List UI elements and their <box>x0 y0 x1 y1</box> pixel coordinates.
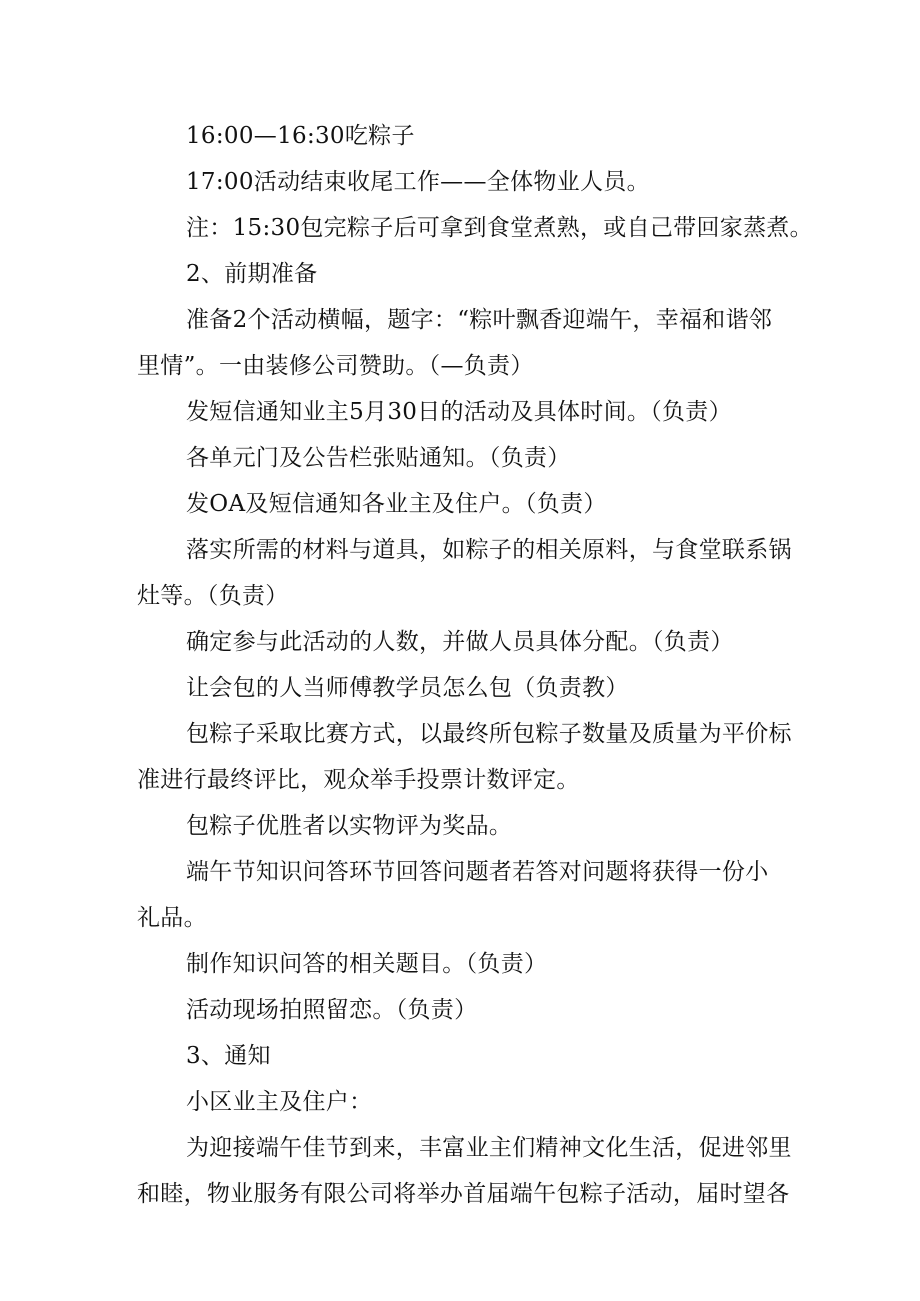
text-line: 注：15:30包完粽子后可拿到食堂煮熟，或自己带回家蒸煮。 <box>186 215 813 241</box>
text-line: 让会包的人当师傅教学员怎么包（负责教） <box>186 675 629 701</box>
text-line: 里情”。一由装修公司赞助。（—负责） <box>137 353 534 379</box>
text-line: 端午节知识问答环节回答问题者若答对问题将获得一份小 <box>186 859 769 885</box>
text-line: 16:00—16:30吃粽子 <box>186 123 415 149</box>
text-line: 准进行最终评比，观众举手投票计数评定。 <box>137 767 580 793</box>
text-line: 制作知识问答的相关题目。（负责） <box>186 951 548 977</box>
text-line: 准备2个活动横幅，题字：“粽叶飘香迎端午，幸福和谐邻 <box>186 307 773 333</box>
text-line: 为迎接端午佳节到来，丰富业主们精神文化生活，促进邻里 <box>186 1135 792 1161</box>
text-line: 各单元门及公告栏张贴通知。（负责） <box>186 445 571 471</box>
section-heading: 3、通知 <box>186 1043 271 1069</box>
text-line: 17:00活动结束收尾工作——全体物业人员。 <box>186 169 650 195</box>
text-line: 发OA及短信通知各业主及住户。（负责） <box>186 491 607 517</box>
salutation-line: 小区业主及住户： <box>186 1089 373 1115</box>
section-heading: 2、前期准备 <box>186 261 318 287</box>
text-line: 灶等。（负责） <box>137 583 289 609</box>
text-line: 落实所需的材料与道具，如粽子的相关原料，与食堂联系锅 <box>186 537 792 563</box>
text-line: 和睦，物业服务有限公司将举办首届端午包粽子活动，届时望各 <box>137 1181 790 1207</box>
text-line: 发短信通知业主5月30日的活动及具体时间。（负责） <box>186 399 732 425</box>
document-body <box>137 113 813 1217</box>
text-line: 确定参与此活动的人数，并做人员具体分配。（负责） <box>186 629 734 655</box>
text-line: 包粽子采取比赛方式，以最终所包粽子数量及质量为平价标 <box>186 721 792 747</box>
text-line: 活动现场拍照留恋。（负责） <box>186 997 478 1023</box>
text-line: 包粽子优胜者以实物评为奖品。 <box>186 813 513 839</box>
text-line: 礼品。 <box>137 905 207 931</box>
